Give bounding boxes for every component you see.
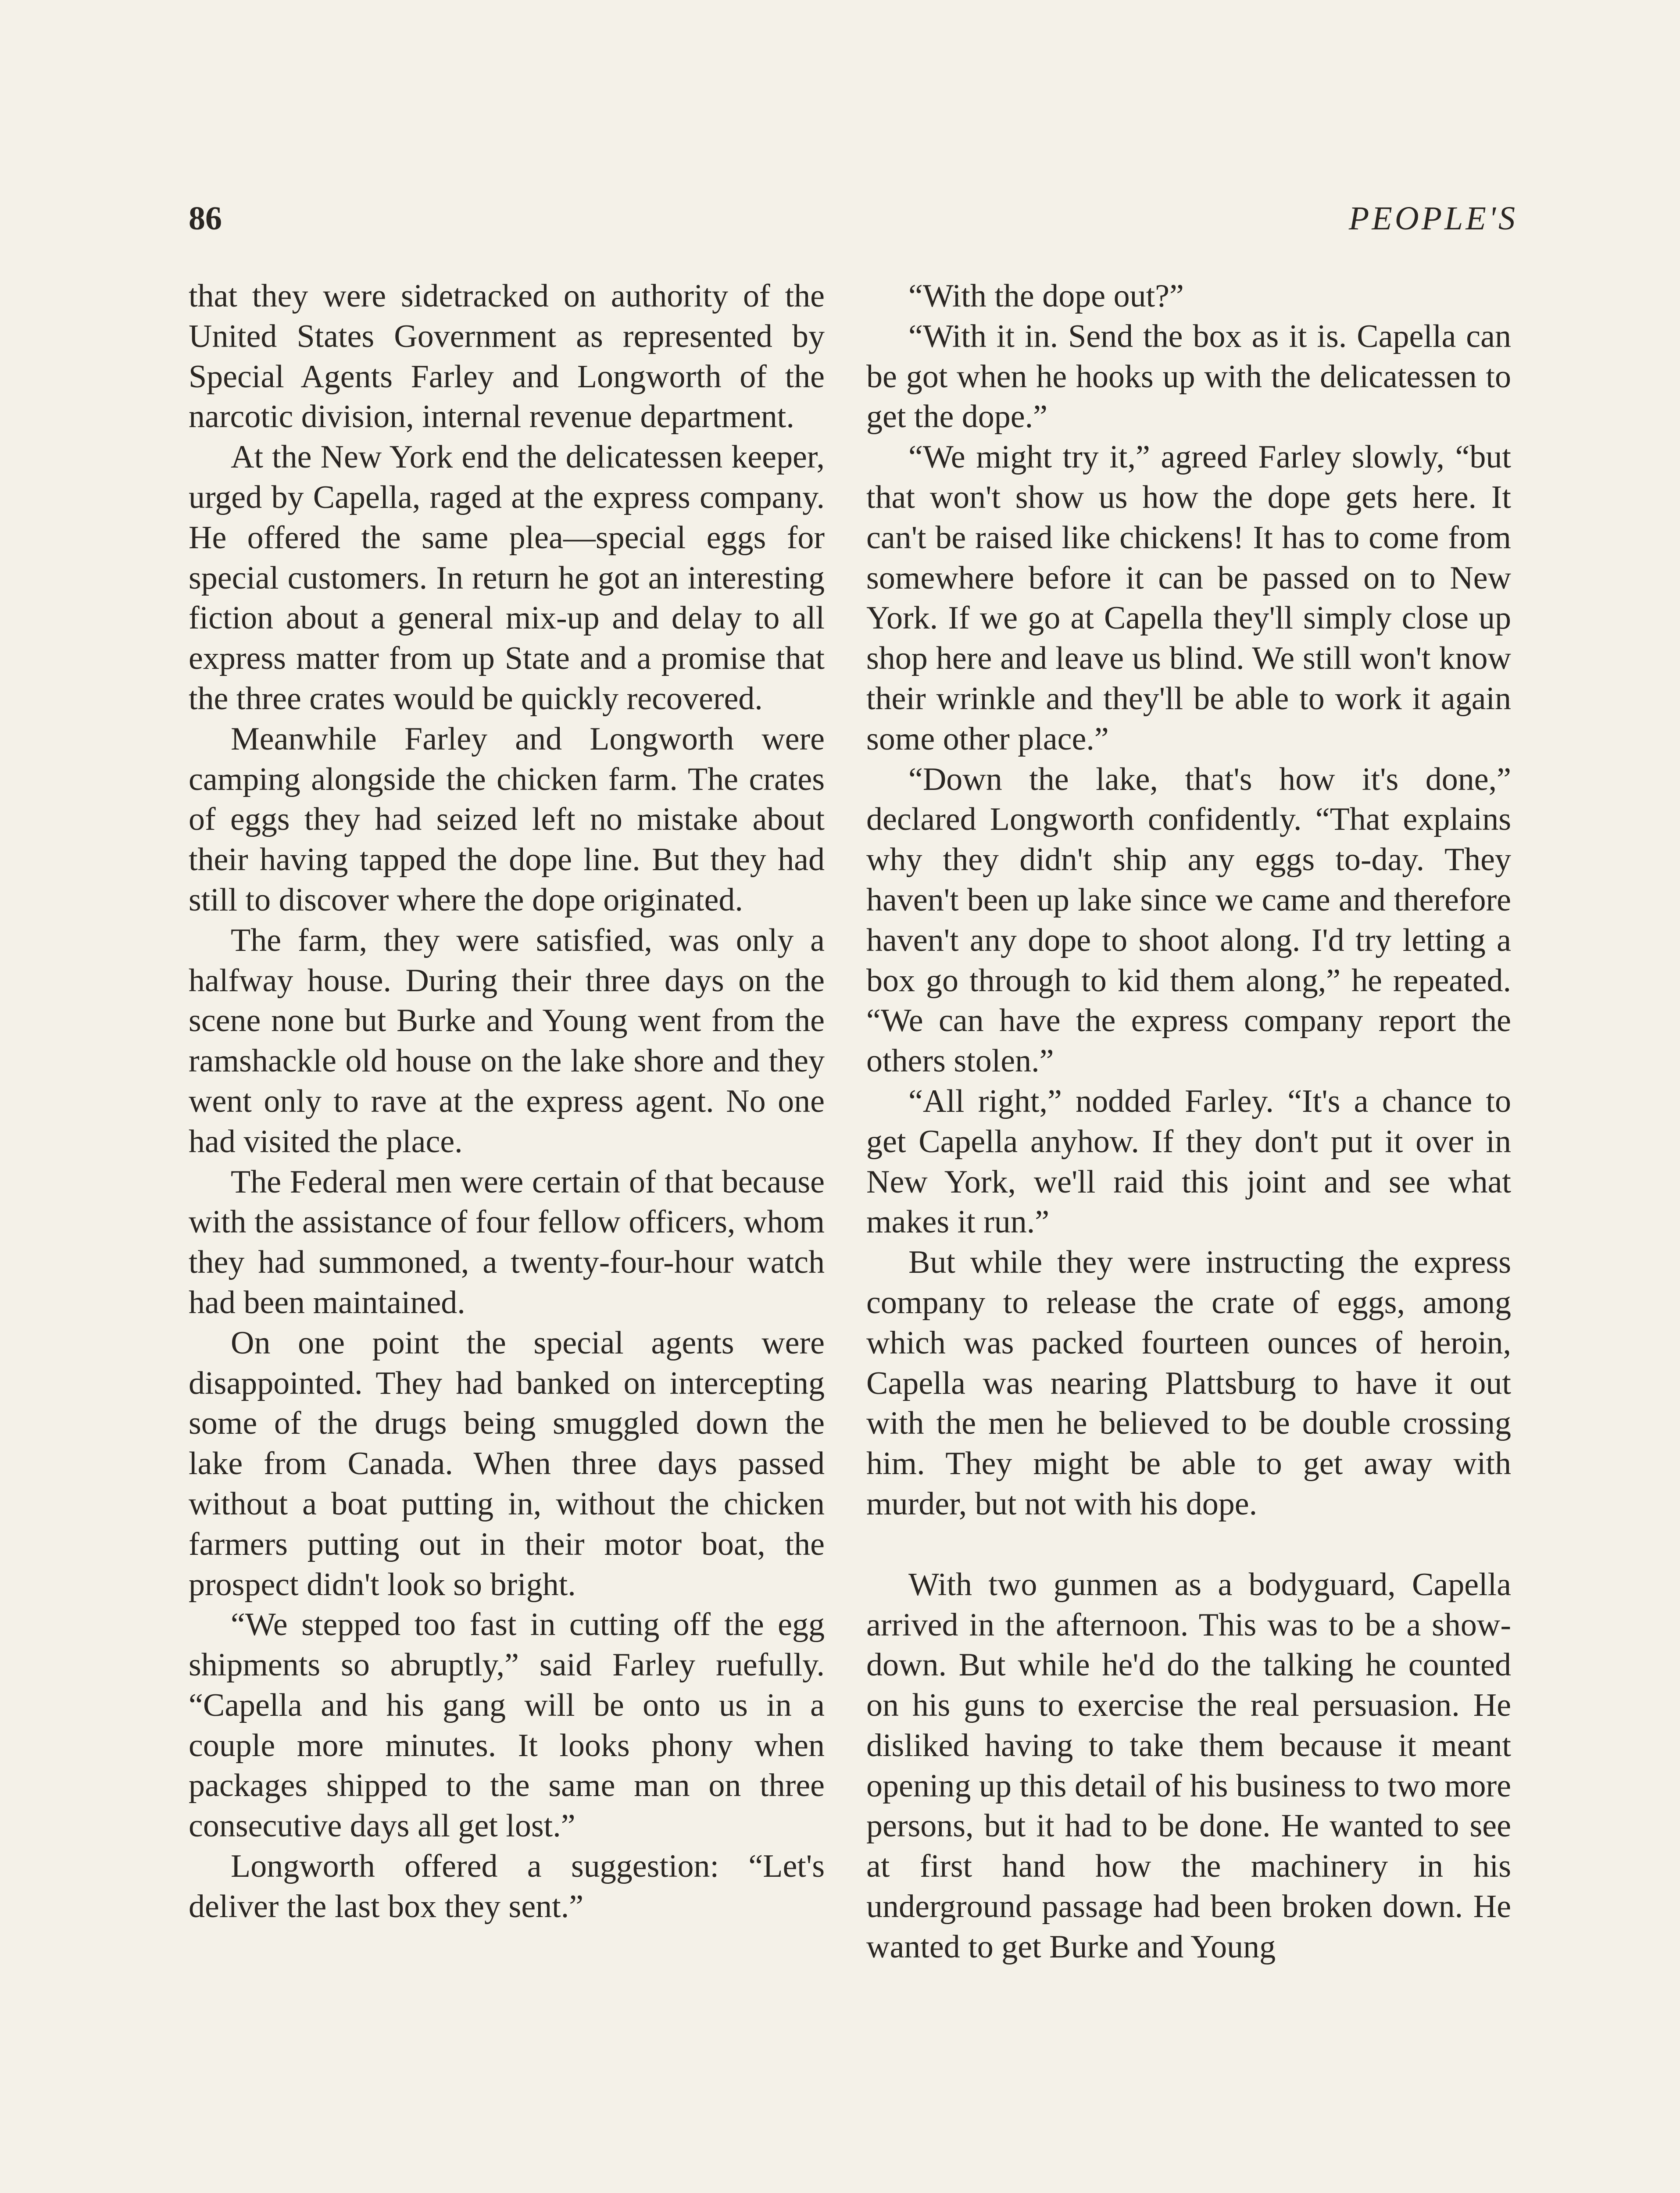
left-column [189, 276, 825, 1927]
page-number: 86 [189, 200, 222, 237]
page-header [189, 200, 1518, 248]
paragraph: “We stepped too fast in cutting off the egg shipments so abruptly,” said Farley ruefully. “Capella and his gang will be onto us in a couple more minutes. It looks phony when packages shipped to the same man on three consecutive days all get lost.” [189, 1607, 825, 1844]
paragraph: “We might try it,” agreed Farley slowly, “but that won't show us how the dope gets here. It can't be raised like chickens! It has to come from somewhere before it can be passed on to New York. If we go at Capella they'll simply close up shop here and leave us blind. We still won't know their wrinkle and they'll be able to work it again some other place.” [866, 439, 1511, 757]
paragraph: At the New York end the delicatessen keeper, urged by Capella, raged at the express company. He offered the same plea—special eggs for special customers. In return he got an interesting fiction about a general mix-up and delay to all express matter from up State and a promise that the three crates would be quickly recovered. [189, 439, 825, 717]
paragraph: “All right,” nodded Farley. “It's a chance to get Capella anyhow. If they don't put it over in New York, we'll raid this joint and see what makes it run.” [866, 1083, 1511, 1240]
paragraph: that they were sidetracked on authority of the United States Government as represented by Special Agents Farley and Longworth of the narcotic division, internal revenue department. [189, 278, 825, 435]
running-head: PEOPLE'S [1348, 200, 1518, 237]
paragraph: The Federal men were certain of that because with the assistance of four fellow officers, whom they had summoned, a twenty-four-hour watch had been maintained. [189, 1164, 825, 1321]
paragraph: The farm, they were satisfied, was only a halfway house. During their three days on the scene none but Burke and Young went from the ramshackle old house on the lake shore and they went only to rave at the express agent. No one had visited the place. [189, 922, 825, 1160]
right-column [866, 276, 1511, 1968]
paragraph: But while they were instructing the express company to release the crate of eggs, among which was packed fourteen ounces of heroin, Capella was nearing Plattsburg to have it out with the men he believed to be double crossing him. They might be able to get away with murder, but not with his dope. [866, 1244, 1511, 1522]
paragraph: Meanwhile Farley and Longworth were camping alongside the chicken farm. The crates of eggs they had seized left no mistake about their having tapped the dope line. But they had still to discover where the dope originated. [189, 721, 825, 918]
paragraph: “Down the lake, that's how it's done,” declared Longworth confidently. “That explains why they didn't ship any eggs to-day. They haven't been up lake since we came and therefore haven't any dope to shoot along. I'd try letting a box go through to kid them along,” he repeated. “We can have the express company report the others stolen.” [866, 761, 1511, 1079]
paragraph: Longworth offered a suggestion: “Let's deliver the last box they sent.” [189, 1848, 825, 1925]
paragraph: “With it in. Send the box as it is. Capella can be got when he hooks up with the delicatessen to get the dope.” [866, 318, 1511, 435]
paragraph: On one point the special agents were disappointed. They had banked on intercepting some of the drugs being smuggled down the lake from Canada. When three days passed without a boat putting in, without the chicken farmers putting out in their motor boat, the prospect didn't look so bright. [189, 1325, 825, 1603]
paragraph: “With the dope out?” [908, 278, 1184, 314]
paragraph: With two gunmen as a bodyguard, Capella arrived in the afternoon. This was to be a show-down. But while he'd do the talking he counted on his guns to exercise the real persuasion. He disliked having to take them because it meant opening up this detail of his business to two more persons, but it had to be done. He wanted to see at first hand how the machinery in his underground passage had been broken down. He wanted to get Burke and Young [866, 1566, 1511, 1965]
